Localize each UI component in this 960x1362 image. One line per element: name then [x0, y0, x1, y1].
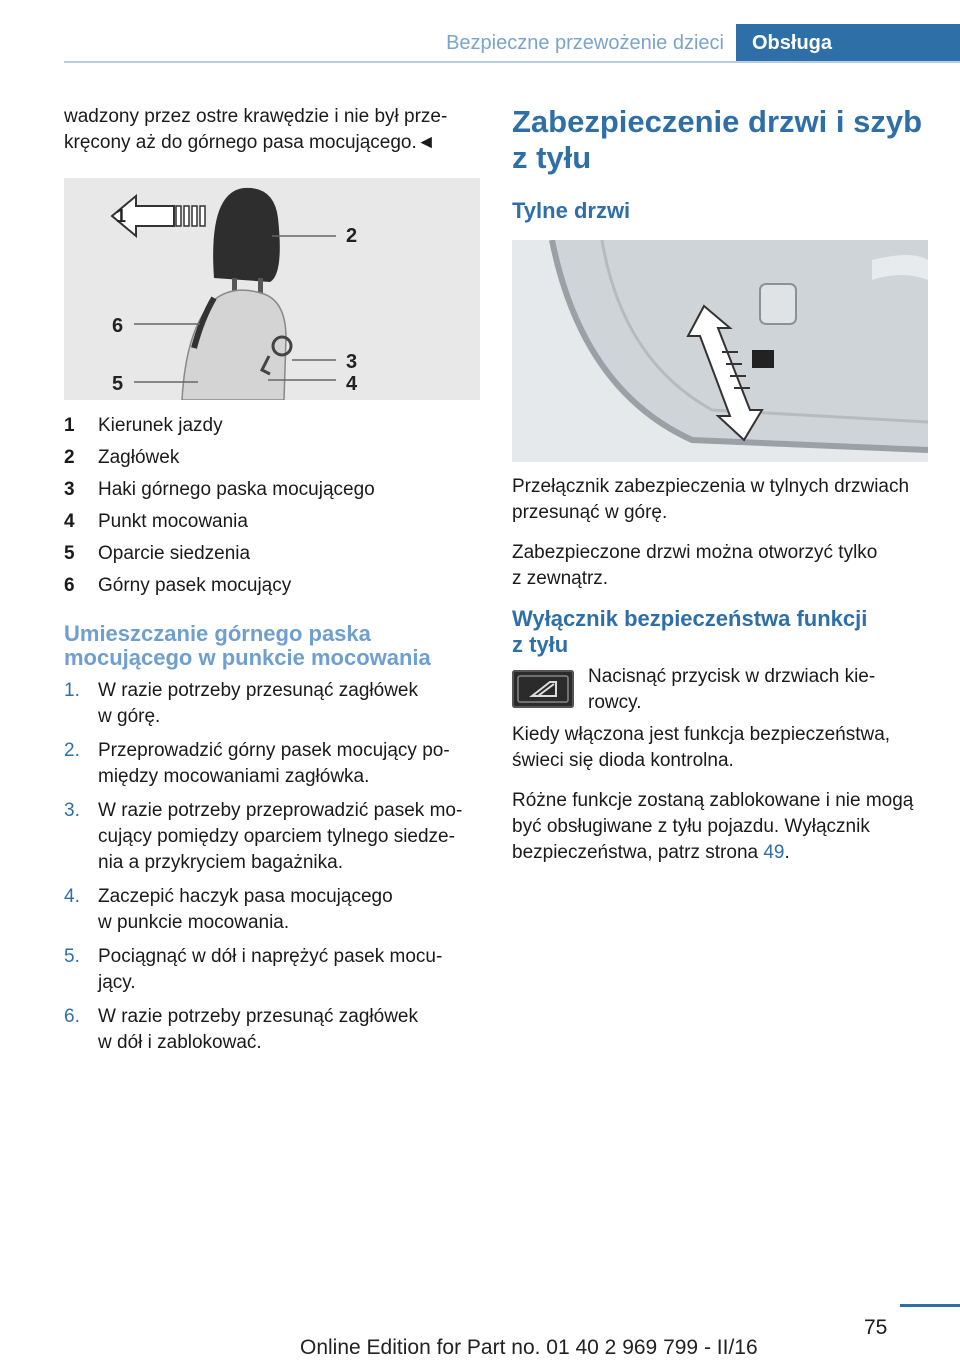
- step-line: Pociągnąć w dół i naprężyć pasek mocu-: [98, 946, 443, 967]
- legend-num: 2: [64, 447, 75, 468]
- step-line: jący.: [98, 972, 136, 993]
- legend-num: 4: [64, 511, 75, 532]
- switch-heading-line-1: Wyłącznik bezpieczeństwa funkcji: [512, 606, 868, 631]
- child-lock-button-icon: [512, 670, 574, 708]
- header-divider: [64, 61, 960, 63]
- headrest-figure: [64, 178, 480, 400]
- list-item: [64, 678, 484, 730]
- subheading-line-1: Umieszczanie górnego paska: [64, 621, 371, 646]
- legend-text: Górny pasek mocujący: [98, 575, 292, 596]
- left-column: [64, 104, 484, 1064]
- right-column: [512, 104, 930, 866]
- rear-doors-heading: Tylne drzwi: [512, 198, 631, 223]
- step-number: 1.: [64, 680, 80, 701]
- callout-5: 5: [112, 373, 124, 395]
- page-ref-text: bezpieczeństwa, patrz strona: [512, 842, 764, 863]
- paragraph-line: być obsługiwane z tyłu pojazdu. Wyłącznik: [512, 816, 870, 837]
- step-line: Przeprowadzić górny pasek mocujący po-: [98, 740, 450, 761]
- paragraph-line: przesunąć w górę.: [512, 502, 668, 523]
- page-title-line-2: z tyłu: [512, 140, 592, 175]
- step-line: cujący pomiędzy oparciem tylnego siedze-: [98, 826, 455, 847]
- paragraph-line: z zewnątrz.: [512, 568, 609, 589]
- footer-divider: [900, 1304, 960, 1307]
- step-line: nia a przykryciem bagażnika.: [98, 852, 343, 873]
- callout-4: 4: [346, 373, 358, 395]
- page-number: 75: [864, 1316, 888, 1339]
- page-ref-link[interactable]: 49: [763, 842, 785, 863]
- step-line: w dół i zablokować.: [98, 1032, 262, 1053]
- step-number: 3.: [64, 800, 80, 821]
- legend-text: Haki górnego paska mocującego: [98, 479, 375, 500]
- legend-item: [64, 474, 484, 506]
- legend-num: 3: [64, 479, 75, 500]
- header-chapter-tab[interactable]: Obsługa: [736, 24, 960, 62]
- header-section-title: Bezpieczne przewożenie dzieci: [446, 32, 724, 54]
- list-item: [64, 1004, 484, 1056]
- callout-1: 1: [116, 206, 127, 226]
- legend-item: [64, 538, 484, 570]
- legend-item: [64, 442, 484, 474]
- callout-6: 6: [112, 315, 124, 337]
- legend-text: Oparcie siedzenia: [98, 543, 251, 564]
- paragraph-line: Nacisnąć przycisk w drzwiach kie-: [588, 666, 876, 687]
- step-line: W razie potrzeby przesunąć zagłówek: [98, 1006, 418, 1027]
- step-line: w punkcie mocowania.: [98, 912, 290, 933]
- paragraph-line: Przełącznik zabezpieczenia w tylnych drzwiach: [512, 476, 910, 497]
- paragraph-line: Kiedy włączona jest funkcja bezpieczeństwa,: [512, 724, 891, 745]
- step-line: W razie potrzeby przeprowadzić pasek mo-: [98, 800, 463, 821]
- legend-num: 6: [64, 575, 75, 596]
- step-number: 5.: [64, 946, 80, 967]
- paragraph-line: świeci się dioda kontrolna.: [512, 750, 734, 771]
- paragraph-line: Różne funkcje zostaną zablokowane i nie mogą: [512, 790, 914, 811]
- step-line: Zaczepić haczyk pasa mocującego: [98, 886, 393, 907]
- step-number: 2.: [64, 740, 80, 761]
- subheading-line-2: mocującego w punkcie mocowania: [64, 645, 431, 670]
- step-number: 4.: [64, 886, 80, 907]
- intro-line-2: kręcony aż do górnego pasa mocującego.◄: [64, 132, 436, 153]
- intro-line-1: wadzony przez ostre krawędzie i nie był prze-: [64, 106, 448, 127]
- step-line: w górę.: [98, 706, 161, 727]
- step-line: między mocowaniami zagłówka.: [98, 766, 370, 787]
- page-title-line-1: Zabezpieczenie drzwi i szyb: [512, 104, 923, 139]
- legend-item: [64, 570, 484, 602]
- steps-list: [64, 678, 484, 1056]
- callout-2: 2: [346, 225, 358, 247]
- list-item: [64, 944, 484, 996]
- section-heading: [64, 622, 484, 670]
- step-number: 6.: [64, 1006, 80, 1027]
- legend-num: 1: [64, 415, 75, 436]
- legend-text: Kierunek jazdy: [98, 415, 223, 436]
- list-item: [64, 738, 484, 790]
- legend-text: Punkt mocowania: [98, 511, 248, 532]
- headrest-illustration: [64, 178, 480, 400]
- callout-3: 3: [346, 351, 358, 373]
- step-line: W razie potrzeby przesunąć zagłówek: [98, 680, 418, 701]
- door-lock-figure: [512, 240, 928, 462]
- legend-item: [64, 410, 484, 442]
- door-illustration: [512, 240, 928, 462]
- legend-num: 5: [64, 543, 75, 564]
- paragraph-line: rowcy.: [588, 692, 642, 713]
- paragraph-line: [512, 840, 930, 866]
- footer-edition: Online Edition for Part no. 01 40 2 969 799 - II/16: [300, 1336, 758, 1359]
- paragraph-line: Zabezpieczone drzwi można otworzyć tylko: [512, 542, 878, 563]
- list-item: [64, 884, 484, 936]
- list-item: [64, 798, 484, 876]
- switch-heading-line-2: z tyłu: [512, 632, 569, 657]
- figure-legend: [64, 410, 484, 602]
- page-ref-end: .: [784, 842, 790, 863]
- button-instruction: [512, 664, 930, 716]
- legend-item: [64, 506, 484, 538]
- legend-text: Zagłówek: [98, 447, 180, 468]
